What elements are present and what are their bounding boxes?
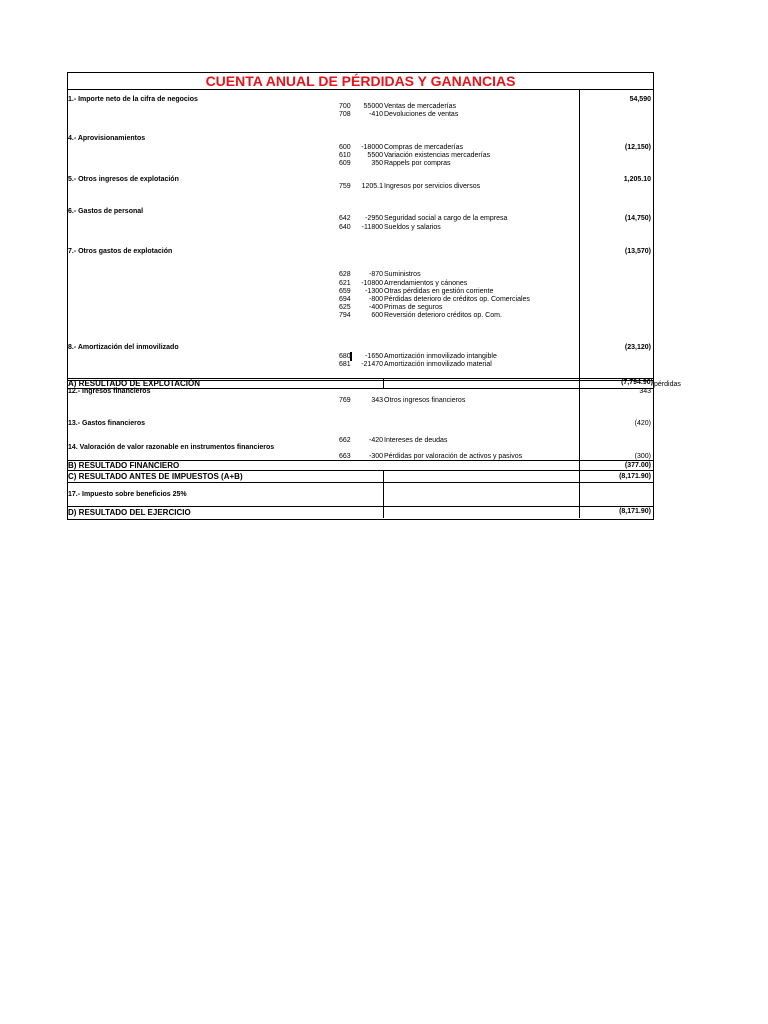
- account-concept: Ingresos por servicios diversos: [384, 183, 481, 190]
- account-concept: Seguridad social a cargo de la empresa: [384, 215, 508, 222]
- account-concept: Pérdidas por valoración de activos y pasivos: [384, 453, 523, 460]
- account-code: 659: [339, 288, 351, 295]
- section-total: (23,120): [624, 344, 651, 351]
- section-label: 14. Valoración de valor razonable en instrumentos financieros: [68, 444, 275, 451]
- account-amount: -870: [368, 271, 383, 278]
- account-concept: Variación existencias mercaderías: [384, 152, 491, 159]
- account-amount: -2950: [365, 215, 383, 222]
- account-concept: Sueldos y salarios: [384, 224, 441, 231]
- section-label: 6.- Gastos de personal: [68, 208, 144, 215]
- account-code: 628: [339, 271, 351, 278]
- result-operating-total: (7,794.90): [621, 379, 653, 386]
- account-concept: Reversión deterioro créditos op. Com.: [384, 312, 502, 319]
- section-total: (420): [634, 420, 651, 427]
- tax-label: 17.- Impuesto sobre beneficios 25%: [68, 491, 187, 498]
- section-total: 54,590: [629, 96, 651, 103]
- account-code: 681: [339, 361, 351, 368]
- section-label: 8.- Amortización del inmovilizado: [68, 344, 179, 351]
- account-amount: -1300: [365, 288, 383, 295]
- account-code: 794: [339, 312, 351, 319]
- account-amount: 350: [371, 160, 383, 167]
- income-statement-sheet: [67, 72, 681, 520]
- section-label: 7.- Otros gastos de explotación: [68, 248, 173, 255]
- account-concept: Amortización inmovilizado material: [384, 361, 492, 368]
- account-code: 769: [339, 397, 351, 404]
- account-amount: -21470: [361, 361, 383, 368]
- account-code: 680: [339, 353, 351, 360]
- result-year-total: (8,171.90): [619, 508, 651, 515]
- account-amount: 55000: [363, 103, 383, 110]
- account-concept: Devoluciones de ventas: [384, 111, 459, 118]
- account-concept: Intereses de deudas: [384, 437, 448, 444]
- section-total: 1,205.10: [623, 176, 651, 183]
- account-amount: -11800: [361, 224, 383, 231]
- account-concept: Amortización inmovilizado intangible: [384, 353, 497, 360]
- section-total: (14,750): [624, 215, 651, 222]
- account-amount: -10800: [361, 280, 383, 287]
- result-operating-label: A) RESULTADO DE EXPLOTACIÓN: [68, 379, 200, 388]
- result-year-label: D) RESULTADO DEL EJERCICIO: [68, 508, 191, 517]
- account-concept: Compras de mercaderías: [384, 144, 463, 151]
- result-before-tax-label: C) RESULTADO ANTES DE IMPUESTOS (A+B): [68, 472, 243, 481]
- account-amount: -1650: [365, 353, 383, 360]
- result-before-tax-total: (8,171.90): [619, 473, 651, 480]
- account-code: 600: [339, 144, 351, 151]
- account-code: 662: [339, 437, 351, 444]
- account-code: 610: [339, 152, 351, 159]
- account-concept: Pérdidas deterioro de créditos op. Comerciales: [384, 296, 530, 303]
- title-box: [67, 72, 654, 89]
- account-amount: -420: [368, 437, 383, 444]
- account-code: 642: [339, 215, 351, 222]
- account-amount: -410: [368, 111, 383, 118]
- result-financial-label: B) RESULTADO FINANCIERO: [68, 461, 180, 470]
- account-concept: Arrendamientos y cánones: [384, 280, 468, 287]
- account-code: 609: [339, 160, 351, 167]
- section-label: 5.- Otros ingresos de explotación: [68, 176, 179, 183]
- section-total: (300): [634, 453, 651, 460]
- account-amount: 600: [371, 312, 383, 319]
- result-note: pérdidas: [654, 381, 681, 388]
- account-amount: 1205.1: [361, 183, 383, 190]
- account-amount: -800: [368, 296, 383, 303]
- section-total: (13,570): [624, 248, 651, 255]
- section-label: 13.- Gastos financieros: [68, 420, 146, 427]
- account-amount: -18000: [361, 144, 383, 151]
- section-total: 343: [639, 388, 651, 395]
- section-label: 1.- Importe neto de la cifra de negocios: [68, 96, 198, 103]
- account-code: 625: [339, 304, 351, 311]
- account-concept: Primas de seguros: [384, 304, 443, 311]
- section-label: 4.- Aprovisionamientos: [68, 135, 146, 142]
- account-amount: 343: [371, 397, 383, 404]
- page-title: CUENTA ANUAL DE PÉRDIDAS Y GANANCIAS: [205, 73, 516, 89]
- account-amount: -400: [368, 304, 383, 311]
- account-code: 708: [339, 111, 351, 118]
- account-concept: Suministros: [384, 271, 421, 278]
- section-total: (12,150): [624, 144, 651, 151]
- account-concept: Rappels por compras: [384, 160, 451, 167]
- account-concept: Otras pérdidas en gestión corriente: [384, 288, 494, 295]
- account-amount: 5500: [367, 152, 383, 159]
- account-code: 621: [339, 280, 351, 287]
- account-code: 663: [339, 453, 351, 460]
- result-financial-total: (377.00): [624, 462, 651, 469]
- account-concept: Otros ingresos financieros: [384, 397, 466, 404]
- account-amount: -300: [368, 453, 383, 460]
- account-code: 694: [339, 296, 351, 303]
- total-column-divider: [579, 89, 580, 379]
- account-code: 759: [339, 183, 351, 190]
- account-code: 700: [339, 103, 351, 110]
- section-label: 12.- Ingresos financieros: [68, 388, 151, 395]
- account-code: 640: [339, 224, 351, 231]
- account-concept: Ventas de mercaderías: [384, 103, 456, 110]
- operating-frame: [67, 89, 654, 381]
